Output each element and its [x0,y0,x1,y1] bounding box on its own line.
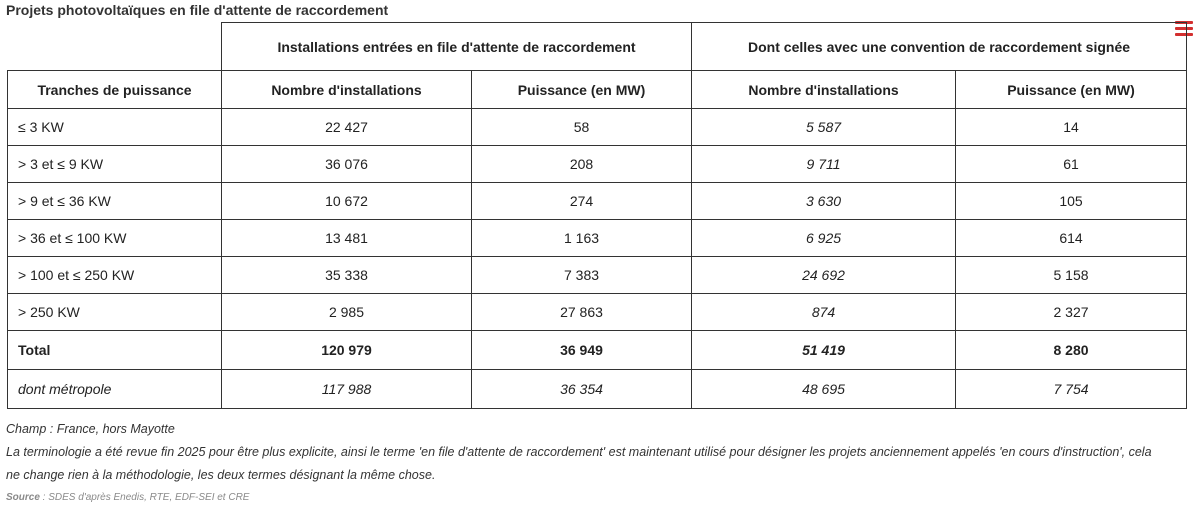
col-header-puissance: Puissance (en MW) [472,71,692,109]
champ-note: Champ : France, hors Mayotte [6,422,175,436]
cell-value: 7 383 [472,257,692,294]
row-label: ≤ 3 KW [8,109,222,146]
row-label: > 36 et ≤ 100 KW [8,220,222,257]
empty-corner-cell [8,23,222,71]
row-label: > 250 KW [8,294,222,331]
page-title: Projets photovoltaïques en file d'attente de raccordement [6,2,389,18]
cell-value: 2 985 [222,294,472,331]
metropole-label: dont métropole [8,370,222,409]
table-row [8,109,1187,146]
cell-value: 1 163 [472,220,692,257]
total-row [8,331,1187,370]
cell-value: 13 481 [222,220,472,257]
cell-value: 208 [472,146,692,183]
cell-value: 24 692 [692,257,956,294]
cell-value: 274 [472,183,692,220]
cell-value: 35 338 [222,257,472,294]
total-value: 120 979 [222,331,472,370]
data-table [7,22,1187,409]
total-value: 51 419 [692,331,956,370]
group-header-convention: Dont celles avec une convention de raccordement signée [692,23,1187,71]
table-row [8,146,1187,183]
cell-value: 10 672 [222,183,472,220]
cell-value: 5 158 [956,257,1187,294]
table-row [8,294,1187,331]
source-text: : SDES d'après Enedis, RTE, EDF-SEI et CRE [39,492,250,503]
col-header-nombre: Nombre d'installations [222,71,472,109]
cell-value: 36 076 [222,146,472,183]
total-value: 8 280 [956,331,1187,370]
cell-value: 614 [956,220,1187,257]
cell-value: 22 427 [222,109,472,146]
cell-value: 27 863 [472,294,692,331]
metropole-value: 48 695 [692,370,956,409]
row-label: > 9 et ≤ 36 KW [8,183,222,220]
table-row [8,220,1187,257]
terminology-note-line1: La terminologie a été revue fin 2025 pour être plus explicite, ainsi le terme 'en file d'attente de raccordement' est maintenant utilisé pour désigner les projets anciennement appelés 'en cours d'instruction', cela [6,445,1152,459]
cell-value: 5 587 [692,109,956,146]
metropole-value: 117 988 [222,370,472,409]
col-header-puissance-signee: Puissance (en MW) [956,71,1187,109]
row-label: > 100 et ≤ 250 KW [8,257,222,294]
table-row [8,257,1187,294]
source-note [6,492,249,503]
cell-value: 6 925 [692,220,956,257]
cell-value: 61 [956,146,1187,183]
cell-value: 105 [956,183,1187,220]
total-label: Total [8,331,222,370]
total-value: 36 949 [472,331,692,370]
cell-value: 874 [692,294,956,331]
cell-value: 9 711 [692,146,956,183]
metropole-value: 7 754 [956,370,1187,409]
cell-value: 58 [472,109,692,146]
cell-value: 14 [956,109,1187,146]
group-header-row [8,23,1187,71]
column-header-row [8,71,1187,109]
group-header-installations: Installations entrées en file d'attente de raccordement [222,23,692,71]
metropole-row [8,370,1187,409]
terminology-note-line2: ne change rien à la méthodologie, les deux termes désignant la même chose. [6,468,436,482]
row-label: > 3 et ≤ 9 KW [8,146,222,183]
source-label: Source [6,492,40,503]
col-header-tranches: Tranches de puissance [8,71,222,109]
col-header-nombre-signee: Nombre d'installations [692,71,956,109]
table-row [8,183,1187,220]
cell-value: 3 630 [692,183,956,220]
metropole-value: 36 354 [472,370,692,409]
cell-value: 2 327 [956,294,1187,331]
